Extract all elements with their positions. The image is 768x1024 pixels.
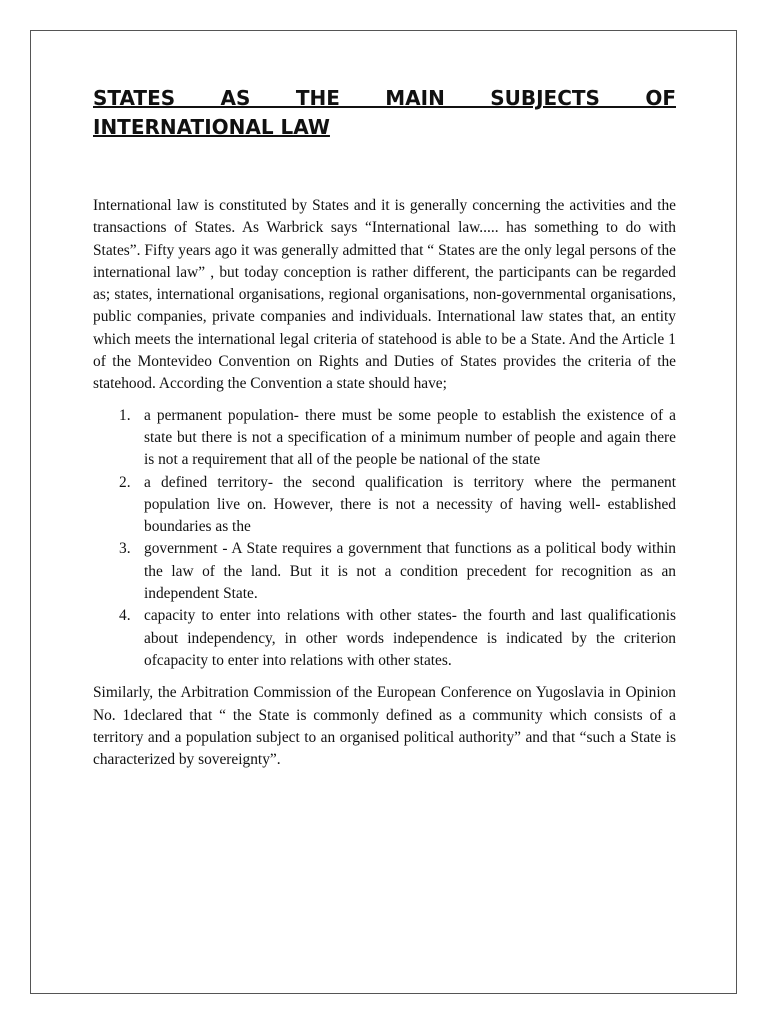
- document-body: [93, 84, 676, 771]
- criteria-item-text: a permanent population- there must be some people to establish the existence of a state but there is not a specification of a minimum number of people and again there is not a requirement that all of the people be national of the state: [144, 406, 676, 469]
- arbitration-paragraph: Similarly, the Arbitration Commission of the European Conference on Yugoslavia in Opinion No. 1declared that “ the State is commonly defined as a community which consists of a territory and a population subject to an organised political authority” and that “such a State is characterized by sovereignty”.: [93, 684, 676, 769]
- criteria-item: [93, 538, 676, 605]
- criteria-item-text: government - A State requires a government that functions as a political body within the law of the land. But it is not a condition precedent for recognition as an independent State.: [144, 540, 676, 603]
- criteria-item-number: 2.: [119, 473, 131, 491]
- document-title-line-1: STATES AS THE MAIN SUBJECTS OF: [93, 86, 676, 110]
- criteria-item-number: 3.: [119, 540, 131, 558]
- criteria-item-number: 1.: [119, 406, 131, 424]
- criteria-item: [93, 405, 676, 472]
- document-title: [93, 84, 676, 142]
- criteria-item-text: a defined territory- the second qualification is territory where the permanent population live on. However, there is not a necessity of having well- established boundaries as the: [144, 473, 676, 536]
- statehood-criteria-list: [93, 405, 676, 673]
- intro-paragraph: International law is constituted by States and it is generally concerning the activities and the transactions of States. As Warbrick says “International law..... has something to do with States”. Fifty years ago it was generally admitted that “ States are the only legal persons of the international law” , but today conception is rather different, the participants can be regarded as; states, international organisations, regional organisations, non-governmental organisations, public companies, private companies and individuals. International law states that, an entity which meets the international legal criteria of statehood is able to be a State. And the Article 1 of the Montevideo Convention on Rights and Duties of States provides the criteria of the statehood. According the Convention a state should have;: [93, 197, 676, 393]
- document-title-line-2: INTERNATIONAL LAW: [93, 115, 330, 139]
- criteria-item: [93, 605, 676, 672]
- criteria-item-text: capacity to enter into relations with other states- the fourth and last qualificationis about independency, in other words independence is indicated by the criterion ofcapacity to enter into relations with other states.: [144, 607, 676, 669]
- criteria-item: [93, 472, 676, 539]
- criteria-item-number: 4.: [119, 607, 131, 625]
